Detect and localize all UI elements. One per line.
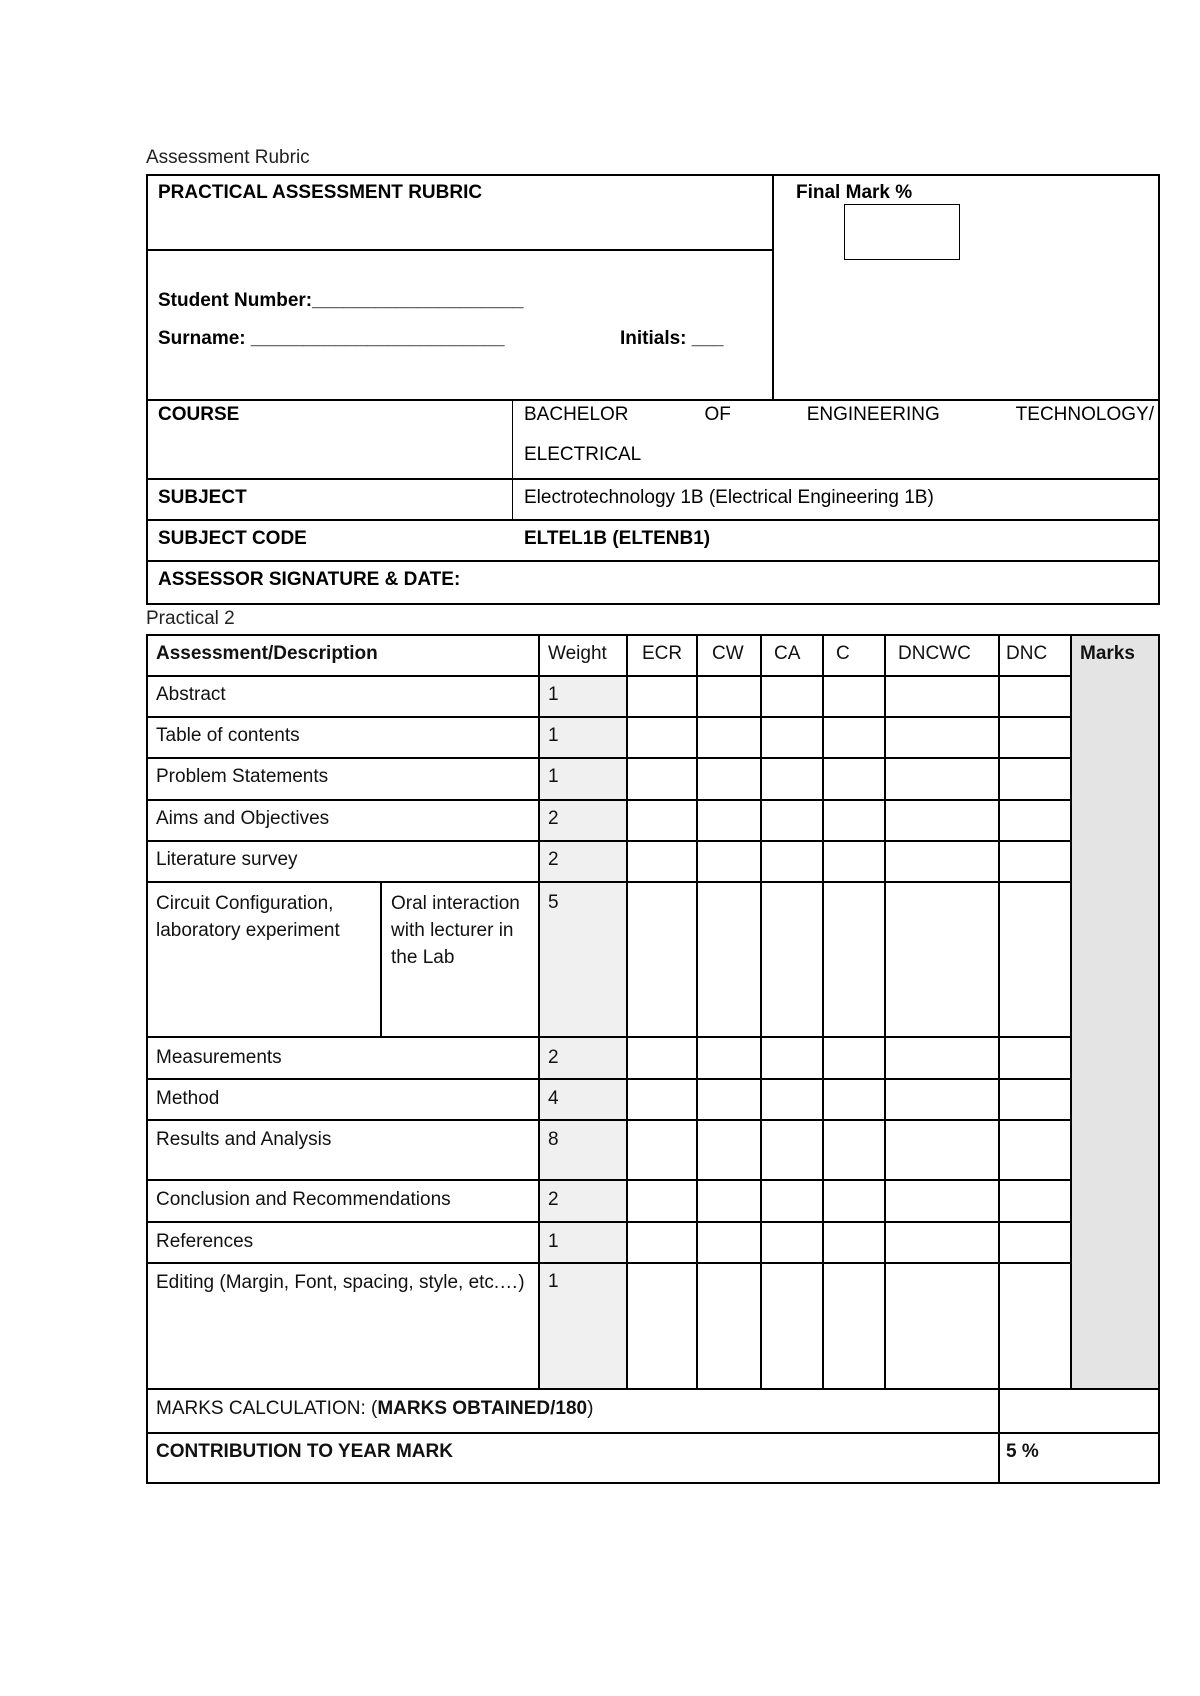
row-description: Abstract (156, 684, 226, 705)
course-word: OF (704, 404, 731, 425)
surname-field[interactable] (158, 328, 505, 350)
row-weight: 1 (548, 766, 559, 787)
row-divider (146, 757, 1070, 759)
marks-column-shade (1070, 634, 1160, 1388)
column-divider (538, 634, 540, 1390)
row-divider (146, 1432, 1160, 1434)
contribution-value: 5 % (1006, 1441, 1039, 1462)
document-caption: Assessment Rubric (146, 147, 310, 168)
course-word: BACHELOR (524, 404, 629, 425)
initials-label: Initials: (620, 328, 687, 349)
student-number-label: Student Number: (158, 290, 313, 311)
row-divider (146, 675, 1070, 677)
column-header: DNC (1006, 643, 1048, 664)
final-mark-field[interactable] (844, 204, 960, 260)
row-divider (146, 799, 1070, 801)
divider (148, 399, 1158, 401)
column-header: C (836, 643, 850, 664)
course-word: ENGINEERING (806, 404, 940, 425)
divider (148, 478, 1158, 480)
row-weight: 2 (548, 1047, 559, 1068)
table-border (146, 634, 1160, 636)
subject-code-label: SUBJECT CODE (158, 528, 307, 549)
row-description: Circuit Configuration, laboratory experiment (156, 893, 340, 941)
column-divider (884, 634, 886, 1390)
row-description: Aims and Objectives (156, 808, 330, 829)
row-description: Conclusion and Recommendations (156, 1189, 451, 1210)
marks-total-cell[interactable] (998, 1389, 1160, 1432)
course-label: COURSE (158, 404, 240, 425)
row-description: Measurements (156, 1047, 282, 1068)
page-title: PRACTICAL ASSESSMENT RUBRIC (158, 182, 483, 203)
row-divider (146, 1179, 1070, 1181)
row-description: Method (156, 1088, 220, 1109)
row-weight: 5 (548, 892, 559, 913)
column-divider (1070, 634, 1072, 1390)
final-mark-label: Final Mark % (796, 182, 913, 203)
row-weight: 1 (548, 1271, 559, 1292)
table-border (146, 634, 148, 1484)
row-weight: 2 (548, 808, 559, 829)
course-value-line1 (524, 404, 1154, 426)
row-weight: 2 (548, 849, 559, 870)
initials-blank: ___ (691, 328, 724, 349)
divider (148, 519, 1158, 521)
marks-calc-suffix: ) (587, 1398, 594, 1419)
row-weight: 1 (548, 684, 559, 705)
subject-code-value: ELTEL1B (ELTENB1) (524, 528, 711, 549)
column-divider (822, 634, 824, 1390)
column-divider (998, 1388, 1000, 1484)
divider (512, 399, 513, 519)
rubric-table (146, 634, 1160, 1462)
divider (148, 249, 774, 251)
row-weight: 2 (548, 1189, 559, 1210)
column-divider (760, 634, 762, 1390)
contribution-label: CONTRIBUTION TO YEAR MARK (156, 1441, 453, 1462)
row-description: Literature survey (156, 849, 298, 870)
row-sub-description: Oral interaction with lecturer in the Lab (391, 893, 520, 968)
row-weight: 1 (548, 725, 559, 746)
row-divider (146, 840, 1070, 842)
assessor-signature-label: ASSESSOR SIGNATURE & DATE: (158, 569, 461, 590)
row-description: References (156, 1231, 254, 1252)
course-word: TECHNOLOGY/ (1015, 404, 1154, 425)
row-divider (146, 1078, 1070, 1080)
row-divider (146, 1262, 1070, 1264)
student-number-blank: ____________________ (312, 290, 524, 311)
column-divider (696, 634, 698, 1390)
row-weight: 4 (548, 1088, 559, 1109)
row-weight: 1 (548, 1231, 559, 1252)
row-divider (146, 716, 1070, 718)
column-header: Weight (548, 643, 607, 664)
column-header: Marks (1080, 643, 1135, 664)
marks-calc-prefix: MARKS CALCULATION: ( (156, 1398, 378, 1419)
column-divider (998, 634, 1000, 1390)
column-divider (626, 634, 628, 1390)
row-description: Editing (Margin, Font, spacing, style, etc.…) (156, 1272, 525, 1293)
row-divider (146, 881, 1070, 883)
marks-calculation-label (156, 1396, 593, 1422)
column-header: CA (774, 643, 801, 664)
surname-label: Surname: (158, 328, 246, 349)
column-header: ECR (642, 643, 683, 664)
column-header: CW (712, 643, 744, 664)
row-description: Results and Analysis (156, 1129, 332, 1150)
student-number-field[interactable] (158, 290, 523, 312)
row-divider (146, 1388, 1160, 1390)
row-weight: 8 (548, 1129, 559, 1150)
initials-field[interactable] (620, 328, 724, 350)
table-border (1158, 634, 1160, 1484)
header-box (146, 174, 1160, 605)
course-value-line2: ELECTRICAL (524, 444, 642, 465)
subject-value: Electrotechnology 1B (Electrical Engineering 1B) (524, 487, 934, 508)
column-header: DNCWC (898, 643, 971, 664)
row-divider (146, 1036, 1070, 1038)
practical-caption: Practical 2 (146, 608, 235, 629)
surname-blank: ________________________ (250, 328, 505, 349)
row-description: Table of contents (156, 725, 300, 746)
marks-calc-bold: MARKS OBTAINED/180 (377, 1398, 588, 1419)
column-divider (380, 881, 382, 1038)
column-header: Assessment/Description (156, 643, 378, 664)
table-border (146, 1482, 1160, 1484)
divider (148, 560, 1158, 562)
row-divider (146, 1221, 1070, 1223)
divider (772, 176, 774, 399)
row-description: Problem Statements (156, 766, 329, 787)
subject-label: SUBJECT (158, 487, 247, 508)
row-divider (146, 1119, 1070, 1121)
